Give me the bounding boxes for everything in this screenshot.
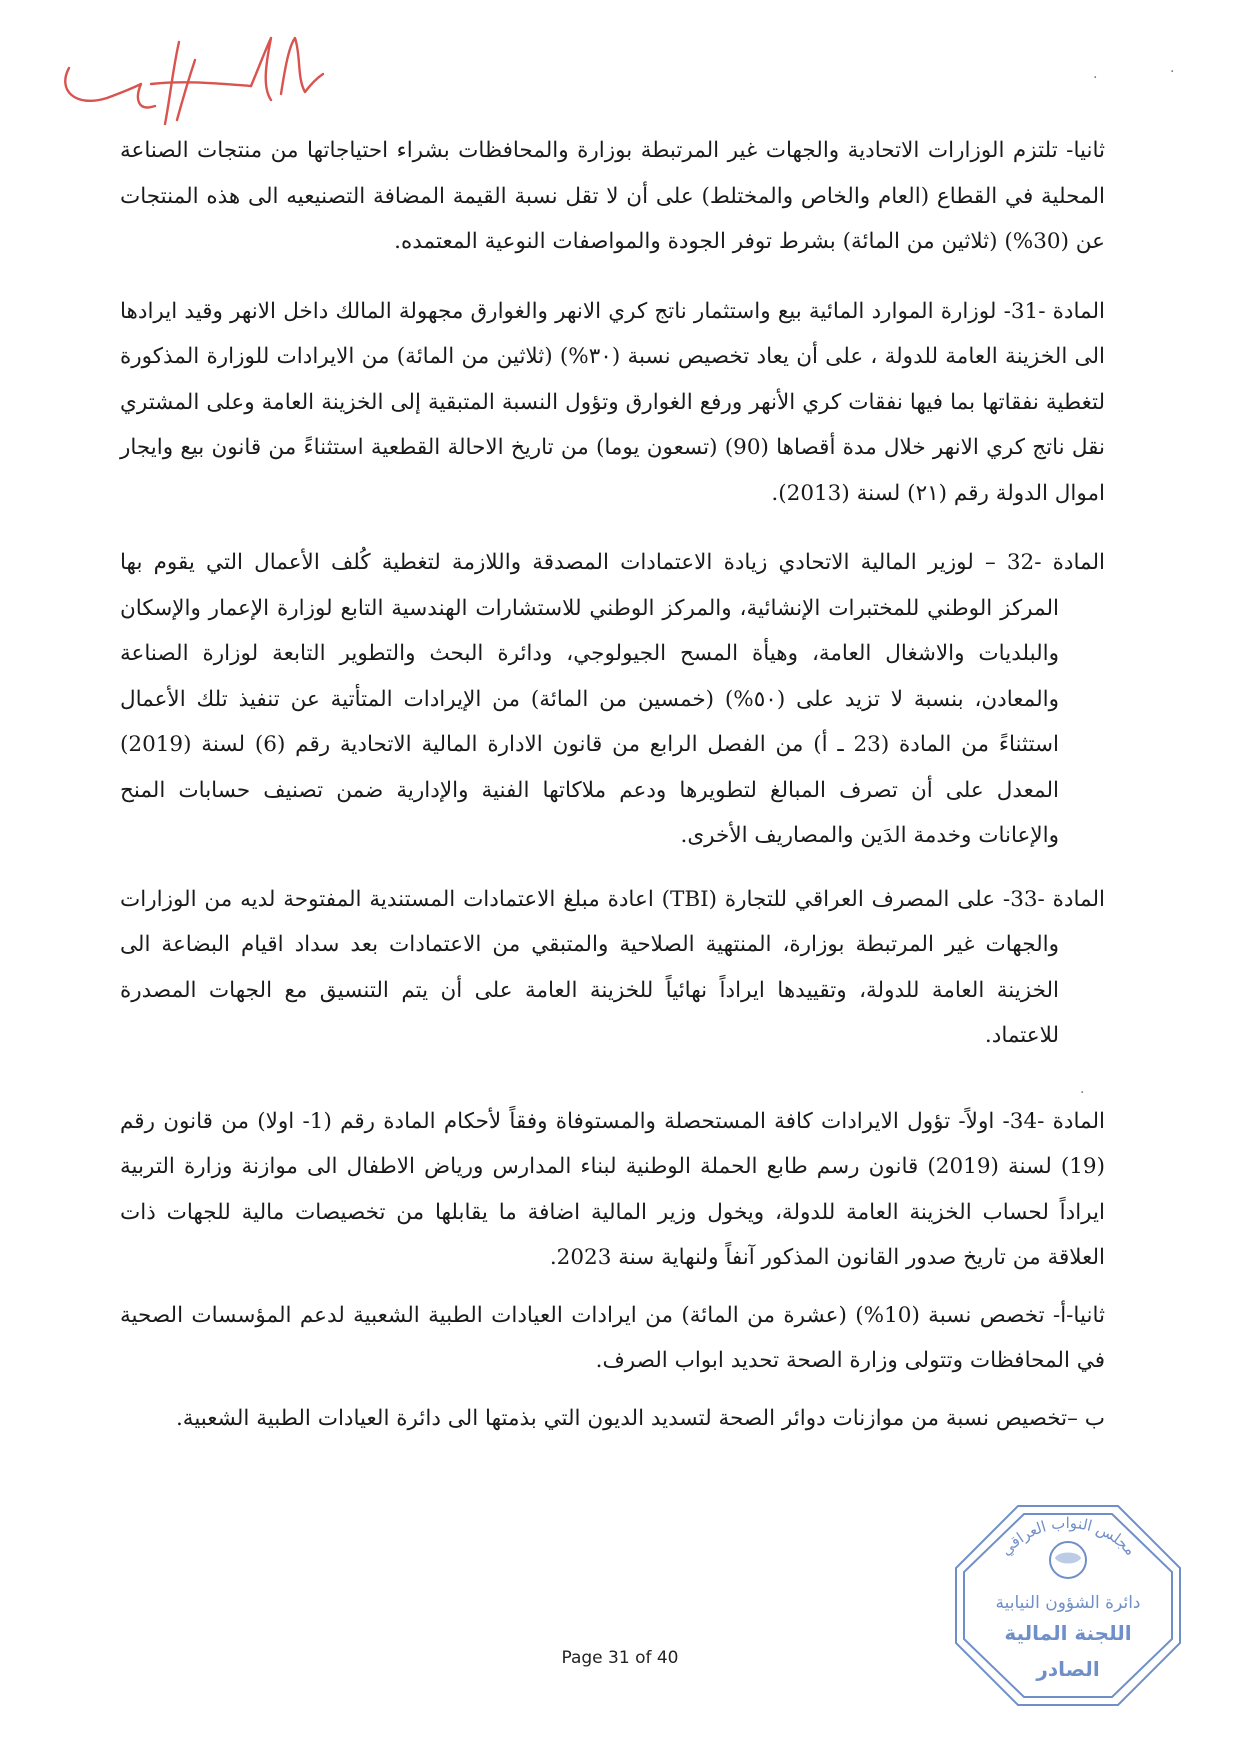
scan-speck: · [1170,64,1175,80]
paragraph-b-health-debts: ب –تخصيص نسبة من موازنات دوائر الصحة لتسديد الديون التي بذمتها الى دائرة العيادات الطبية الشعبية. [175,1405,1105,1431]
stamp-text-bottom: الصادر [1036,1657,1100,1681]
stamp-text-top: مجلس النواب العراقي [996,1513,1140,1560]
paragraph-secondly-local-industry: ثانيا- تلتزم الوزارات الاتحادية والجهات غير المرتبطة بوزارة والمحافظات بشراء احتياجاتها من منتجات الصناعة المحلية في القطاع (العام والخاص والمختلط) على أن لا تقل نسبة القيمة المضافة التصنيعيه الى هذه المنتجات عن (30%) (ثلاثين من المائة) بشرط توفر الجودة والمواصفات النوعية المعتمده. [120,138,1105,254]
handwritten-signature [55,28,355,138]
official-stamp [948,1498,1188,1713]
paragraph-article-32: المادة -32 – لوزير المالية الاتحادي زيادة الاعتمادات المصدقة واللازمة لتغطية كُلف الأعمال التي يقوم بها المركز الوطني للمختبرات الإنشائية، والمركز الوطني للاستشارات الهندسية التابع لوزارة الإعمار والإسكان والبلديات والاشغال العامة، وهيأة المسح الجيولوجي، ودائرة البحث والتطوير التابعة لوزارة الصناعة والمعادن، بنسبة لا تزيد على (٥٠%) (خمسين من المائة) من الإيرادات المتأتية عن تنفيذ تلك الأعمال استثناءً من المادة (23 ـ أ) من الفصل الرابع من قانون الادارة المالية الاتحادية رقم (6) لسنة (2019) المعدل على أن تصرف المبالغ لتطويرها ودعم ملاكاتها الفنية والإدارية ضمن تصنيف حسابات المنح والإعانات وخدمة الدَين والمصاريف الأخرى. [120,550,1105,848]
stamp-text-committee: اللجنة المالية [1004,1621,1132,1645]
paragraph-article-33: المادة -33- على المصرف العراقي للتجارة (TBI) اعادة مبلغ الاعتمادات المستندية المفتوحة لديه من الوزارات والجهات غير المرتبطة بوزارة، المنتهية الصلاحية والمتبقي من الاعتمادات بعد سداد اقيام البضاعة الى الخزينة العامة للدولة، وتقييدها ايراداً نهائياً للخزينة العامة على أن يتم التنسيق مع الجهات المصدرة للاعتماد. [120,886,1105,1048]
scan-speck: · [1080,1085,1085,1101]
paragraph-article-31: المادة -31- لوزارة الموارد المائية بيع واستثمار ناتج كري الانهر والغوارق مجهولة المالك داخل الانهر وقيد ايرادها الى الخزينة العامة للدولة ، على أن يعاد تخصيص نسبة (٣٠%) (ثلاثين من المائة) من الايرادات للوزارة المذكورة لتغطية نفقاتها بما فيها نفقات كري الأنهر ورفع الغوارق وتؤول النسبة المتبقية إلى الخزينة العامة وعلى المشتري نقل ناتج كري الانهر خلال مدة أقصاها (90) (تسعون يوما) من تاريخ الاحالة القطعية استثناءً من قانون بيع وايجار اموال الدولة رقم (٢١) لسنة (2013). [120,298,1106,506]
stamp-text-mid: دائرة الشؤون النيابية [995,1593,1141,1613]
paragraph-secondly-clinics: ثانيا-أ- تخصص نسبة (10%) (عشرة من المائة) من ايرادات العيادات الطبية الشعبية لدعم المؤسسات الصحية في المحافظات وتتولى وزارة الصحة تحديد ابواب الصرف. [120,1302,1105,1373]
paragraph-article-34: المادة -34- اولاً- تؤول الايرادات كافة المستحصلة والمستوفاة وفقاً لأحكام المادة رقم (1- اولا) من قانون رقم (19) لسنة (2019) قانون رسم طابع الحملة الوطنية لبناء المدارس ورياض الاطفال الى موازنة وزارة التربية ايراداً لحساب الخزينة العامة للدولة، ويخول وزير المالية اضافة ما يقابلها من تخصيصات مالية للجهات ذات العلاقة من تاريخ صدور القانون المذكور آنفاً ولنهاية سنة 2023. [120,1108,1105,1270]
scan-speck: · [1093,70,1098,86]
page-number: Page 31 of 40 [561,1648,679,1668]
document-body [120,128,1105,1441]
